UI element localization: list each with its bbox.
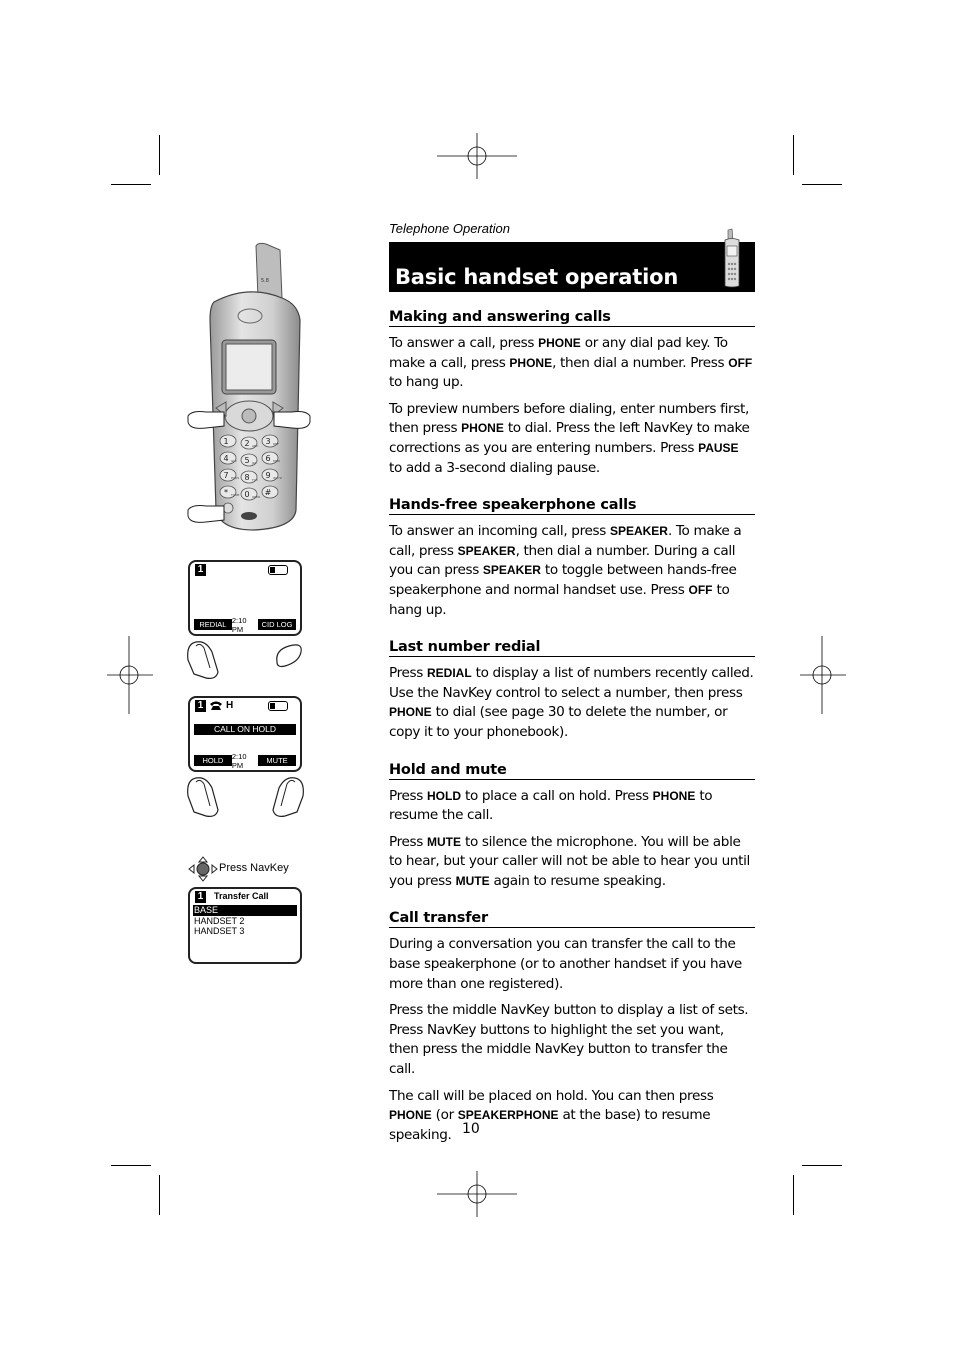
handset-illustration: [186, 240, 312, 532]
title-bar: [389, 242, 755, 292]
content-column: [389, 221, 755, 1152]
key-name: PHONE: [461, 421, 504, 436]
handset-icon: [723, 228, 741, 288]
key-name: MUTE: [427, 834, 461, 849]
key-name: SPEAKERPHONE: [457, 1108, 559, 1123]
navkey-icon: [188, 856, 218, 882]
text-run: to add a 3-second dialing pause.: [389, 459, 600, 476]
dial-key: 2: [244, 439, 250, 448]
dial-key-letters: JKL: [252, 461, 257, 465]
dial-key: 4: [223, 454, 229, 463]
crop-mark: [802, 184, 842, 185]
key-name: OFF: [728, 355, 753, 370]
text-run: During a conversation you can transfer the call to the base speakerphone (or to another handset if you have more than one registered).: [389, 936, 742, 992]
paragraph: [389, 664, 755, 742]
transfer-item-base: BASE: [193, 905, 297, 916]
softkey-cid-log: CID LOG: [258, 619, 296, 630]
crop-mark: [793, 1175, 794, 1215]
dial-key: 5: [244, 456, 250, 465]
section: [389, 762, 755, 892]
dial-key: 9: [265, 471, 271, 480]
clock-time: 2:10 PM: [231, 615, 247, 634]
dial-key: #: [264, 488, 272, 497]
section: [389, 639, 755, 742]
transfer-item-handset-3: HANDSET 3: [194, 926, 245, 936]
page-title: Basic handset operation: [395, 265, 679, 289]
handset-number: 1: [195, 891, 206, 903]
battery-icon: [268, 701, 288, 711]
text-run: To preview numbers before dialing, enter numbers first, then press: [389, 400, 749, 437]
text-run: Press the middle NavKey button to display a list of sets. Press NavKey buttons to highlight the set you want, then press the middle NavKey button to transfer the call.: [389, 1002, 749, 1078]
left-softkey-press-illustration: [186, 774, 220, 820]
dial-key-letters: ABC: [252, 444, 259, 448]
softkey-hold: HOLD: [194, 755, 232, 766]
text-run: to place a call on hold. Press: [461, 787, 653, 804]
dial-key: 1: [223, 437, 229, 446]
paragraph: [389, 1087, 755, 1146]
text-run: (or: [431, 1107, 458, 1124]
text-run: The call will be placed on hold. You can then press: [389, 1087, 714, 1104]
transfer-list: [193, 905, 297, 937]
key-name: SPEAKER: [482, 563, 541, 578]
crop-mark: [111, 184, 151, 185]
key-name: PHONE: [509, 355, 553, 370]
transfer-item-handset-2: HANDSET 2: [194, 915, 245, 926]
text-run: to dial (see page 30 to delete the number, or copy it to your phonebook).: [389, 704, 728, 740]
dial-key: 6: [265, 454, 271, 463]
clock-time: 2:10 PM: [231, 751, 247, 770]
paragraph: [389, 935, 755, 994]
key-name: OFF: [688, 582, 713, 597]
paragraph: [389, 400, 755, 478]
text-run: to dial. Press the left NavKey to make corrections as you are entering numbers. Press: [389, 420, 750, 456]
text-run: Press: [389, 787, 427, 804]
paragraph: [389, 334, 755, 393]
dial-key: 8: [244, 473, 250, 482]
paragraph: [389, 787, 755, 826]
section-label: Telephone Operation: [389, 221, 510, 236]
call-on-hold-banner: CALL ON HOLD: [194, 724, 296, 735]
right-softkey-press-illustration: [271, 774, 305, 820]
lcd-screen-transfer: [188, 887, 302, 964]
left-softkey-press-illustration: [186, 638, 220, 680]
registration-mark-bottom: [437, 1171, 517, 1217]
dial-key-letters: MNO: [273, 459, 281, 463]
battery-icon: [268, 565, 288, 575]
dial-key: *: [224, 488, 228, 497]
text-run: to hang up.: [389, 374, 464, 391]
dial-key: 7: [223, 471, 229, 480]
text-run: again to resume speaking.: [489, 872, 666, 889]
dial-key-letters: DEF: [273, 442, 279, 446]
crop-mark: [111, 1165, 151, 1166]
handset-number: 1: [195, 700, 206, 712]
hold-status-indicator: H: [226, 700, 234, 711]
text-run: to resume the call.: [389, 787, 713, 824]
dial-key-letters: WXYZ: [273, 476, 282, 480]
key-name: PHONE: [538, 336, 581, 350]
key-name: PHONE: [389, 1108, 432, 1123]
dial-key-letters: GHI: [231, 459, 237, 463]
paragraph: [389, 1001, 755, 1079]
text-run: To answer a call, press: [389, 335, 539, 351]
paragraph: [389, 833, 755, 892]
section-heading: Last number redial: [389, 639, 755, 657]
text-run: to display a list of numbers recently called. Use the NavKey control to select a number, then press: [389, 665, 754, 701]
softkey-bar: [194, 751, 296, 770]
key-name: SPEAKER: [457, 543, 516, 558]
transfer-call-title: Transfer Call: [214, 891, 269, 901]
section-heading: Making and answering calls: [389, 309, 755, 327]
lcd-screen-idle: [188, 560, 302, 636]
brand-mark: 5.8: [261, 278, 269, 284]
sections: [389, 309, 755, 1145]
section-heading: Call transfer: [389, 910, 755, 928]
page-number: 10: [462, 1121, 480, 1137]
section: [389, 309, 755, 478]
text-run: to silence the microphone. You will be able to hear, but your caller will not be able to hear you until you press: [389, 833, 750, 889]
crop-mark: [159, 1175, 160, 1215]
dial-key-letters: PQRS: [231, 476, 240, 480]
text-run: To answer an incoming call, press: [389, 523, 610, 540]
dial-key: 0: [244, 490, 250, 499]
text-run: or any dial pad key. To make a call, press: [389, 335, 728, 371]
registration-mark-left: [107, 636, 153, 714]
section: [389, 497, 755, 620]
text-run: Press: [389, 833, 427, 850]
registration-mark-top: [437, 133, 517, 179]
text-run: , then dial a number. Press: [552, 354, 729, 371]
section-heading: Hands-free speakerphone calls: [389, 497, 755, 515]
right-softkey-icon: [273, 640, 305, 670]
crop-mark: [793, 135, 794, 175]
paragraph: [389, 522, 755, 620]
key-name: SPEAKER: [609, 524, 668, 539]
text-run: to hang up.: [389, 581, 730, 618]
key-name: PHONE: [389, 705, 432, 720]
key-name: REDIAL: [427, 666, 472, 681]
crop-mark: [802, 1165, 842, 1166]
key-name: PHONE: [652, 788, 696, 803]
softkey-redial: REDIAL: [194, 619, 232, 630]
key-name: HOLD: [427, 788, 461, 803]
softkey-bar: [194, 615, 296, 634]
dial-key-letters: TUV: [252, 478, 259, 482]
crop-mark: [159, 135, 160, 175]
section-heading: Hold and mute: [389, 762, 755, 780]
softkey-mute: MUTE: [258, 755, 296, 766]
text-run: to toggle between hands-free speakerphone and normal handset use. Press: [389, 562, 737, 598]
registration-mark-right: [800, 636, 846, 714]
dial-key-letters: OPER: [252, 495, 261, 499]
lcd-screen-hold: [188, 696, 302, 772]
key-name: MUTE: [455, 873, 490, 888]
section: [389, 910, 755, 1145]
phone-icon: [209, 700, 223, 711]
text-run: . To make a call, press: [389, 523, 742, 559]
key-name: PAUSE: [698, 440, 739, 455]
handset-number: 1: [195, 564, 206, 576]
text-run: , then dial a number. During a call you can press: [389, 542, 736, 579]
text-run: at the base) to resume speaking.: [389, 1107, 711, 1143]
dial-key: 3: [265, 437, 271, 446]
press-navkey-label: Press NavKey: [219, 862, 289, 874]
text-run: Press: [389, 665, 427, 682]
dial-key-letters: TONE: [231, 493, 240, 497]
